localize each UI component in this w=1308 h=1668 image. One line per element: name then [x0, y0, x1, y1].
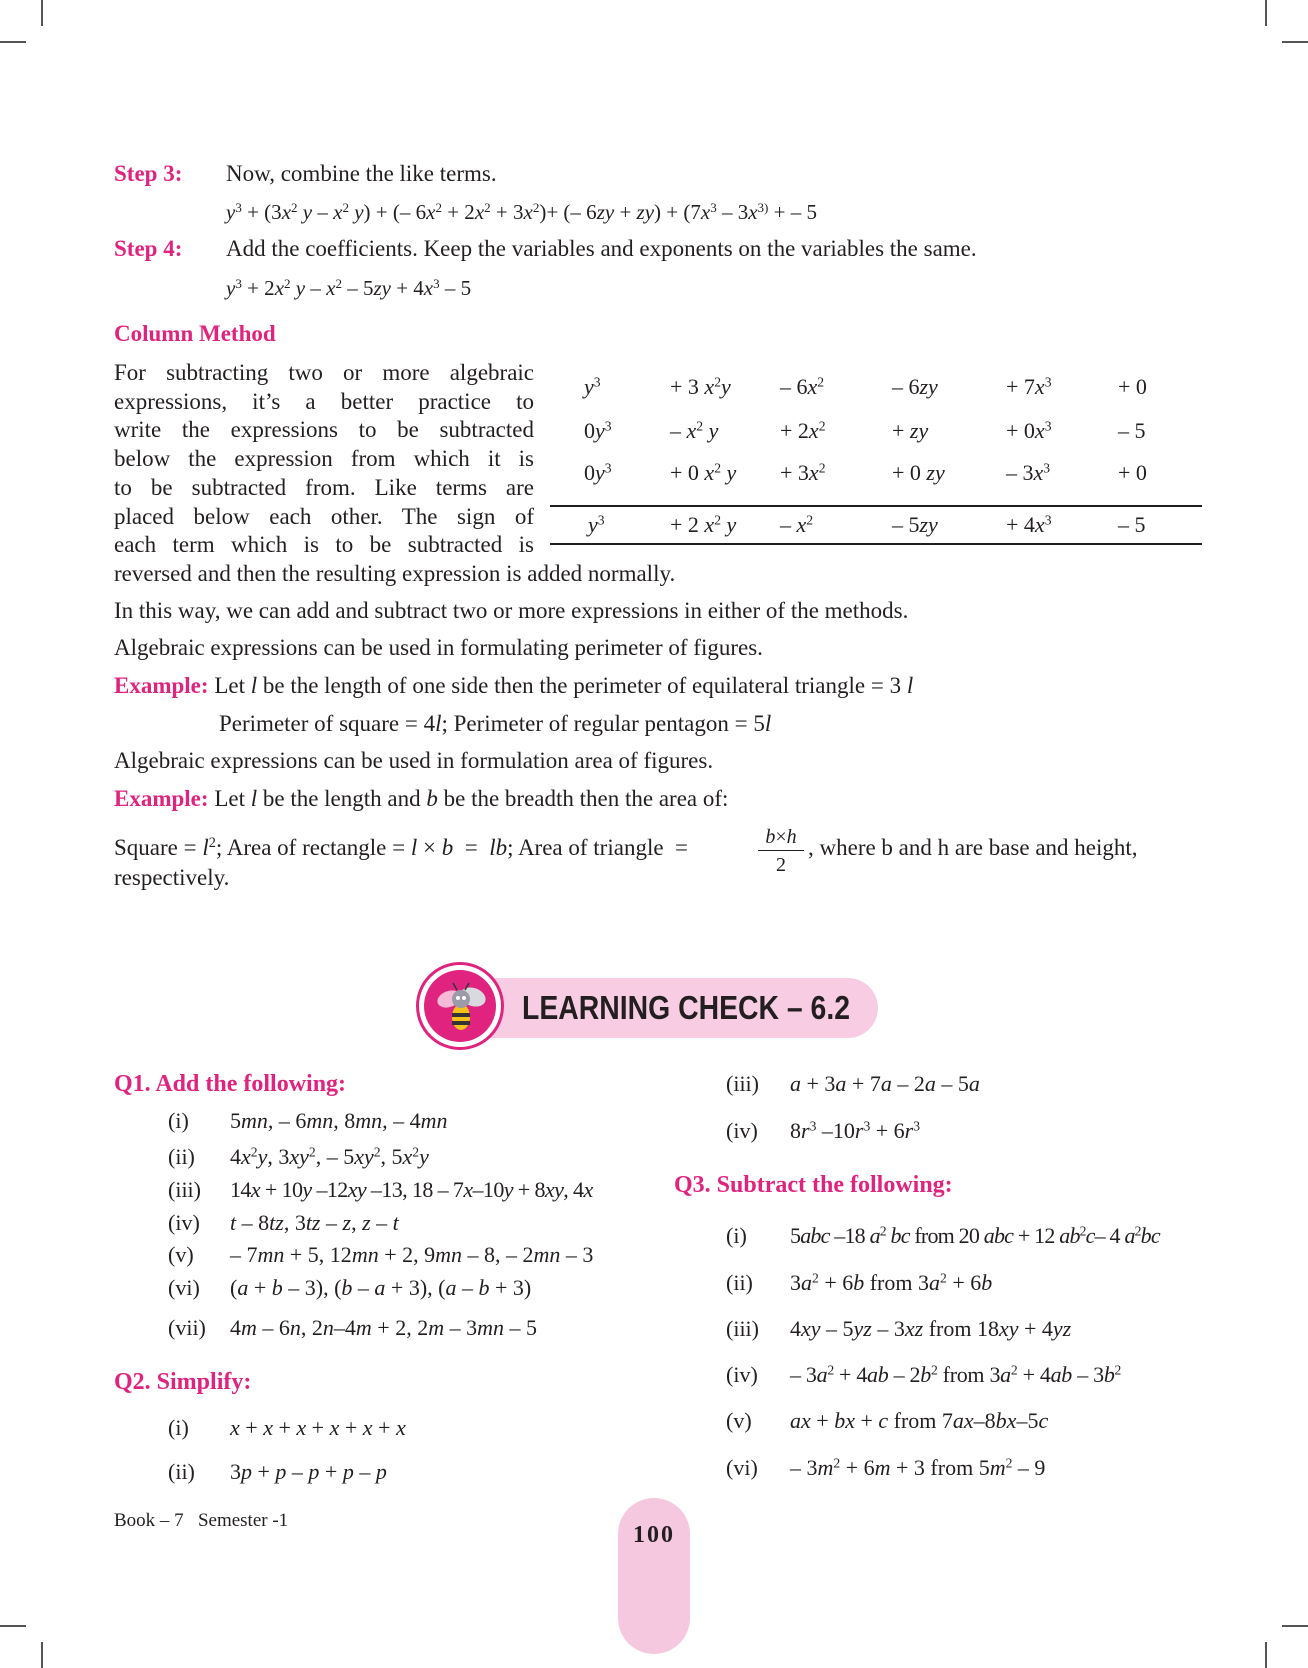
q3-item-1: 5abc –18 $a^2$ bc from 20 abc + 12 $ab^2c-$ 4 $a^2bc$ — [790, 1223, 1160, 1248]
para-line: For subtracting two or more algebraic — [114, 360, 534, 385]
item-number: (i) — [168, 1415, 189, 1440]
q3-list — [726, 1222, 1246, 1482]
example-1: Example: Let l be the length of one side then the perimeter of equilateral triangle = 3 l — [114, 673, 914, 698]
q2-item-3: a + 3a + 7a – 2a – 5a — [790, 1071, 980, 1096]
item-number: (i) — [726, 1223, 747, 1248]
q2-item-2: 3p + p – p + p – p — [230, 1459, 387, 1484]
q2-item-1: x + x + x + x + x + x — [230, 1415, 406, 1440]
q1-title: Q1. Add the following: — [114, 1071, 347, 1097]
step4-label: Step 4: — [114, 236, 183, 261]
example-label: Example: — [114, 786, 209, 811]
page-number: 100 — [633, 1522, 675, 1548]
step3-expression: $y^3 + (3x^2$ y – $x^2$ y) + (– $6x^2 + 2x^2 + 3x^2)+$ (– $6zy + zy) + (7x^3 - 3x^{3)}$ + – 5 — [226, 199, 817, 224]
q1-item-6: (a + b – 3), (b – a + 3), (a – b + 3) — [230, 1275, 532, 1300]
step3-text: Now, combine the like terms. — [226, 161, 497, 186]
column-row-3: $0y^3$ + 0 $x^2$ y + $3x^2$ + 0 zy – $3x^3$ + 0 — [584, 460, 1147, 485]
q2-list — [168, 1414, 608, 1490]
q3-item-2: $3a^2 + 6b$ from $3a^2 + 6b$ — [790, 1270, 993, 1295]
crop-mark — [41, 1642, 43, 1668]
q2-title: Q2. Simplify: — [114, 1369, 252, 1395]
item-number: (ii) — [168, 1459, 195, 1484]
para-line: to be subtracted from. Like terms are — [114, 474, 534, 500]
item-number: (vi) — [726, 1455, 758, 1480]
perimeter-line: Perimeter of square = 4l; Perimeter of regular pentagon = 5l — [219, 711, 772, 736]
example-label: Example: — [114, 673, 209, 698]
area-line-tail: , where b and h are base and height, — [808, 835, 1138, 860]
body-line-3: Algebraic expressions can be used in formulation area of figures. — [114, 748, 714, 773]
column-method-para-last: reversed and then the resulting expression is added normally. — [114, 561, 676, 586]
q1-item-7: 4m – 6n, 2n–4m + 2, 2m – 3mn – 5 — [230, 1315, 537, 1340]
q1-item-1: 5mn, – 6mn, 8mn, – 4mn — [230, 1108, 448, 1133]
item-number: (i) — [168, 1108, 189, 1133]
item-number: (v) — [726, 1408, 752, 1433]
q1-list-cont — [168, 1314, 668, 1344]
footer-book: Book – 7 Semester -1 — [114, 1510, 289, 1531]
crop-mark — [1265, 1642, 1267, 1668]
crop-mark — [1282, 1625, 1308, 1627]
column-row-1: $y^3$ + 3 $x^2y$ – $6x^2$ – 6zy + $7x^3$ + 0 — [584, 374, 1147, 399]
area-respectively: respectively. — [114, 865, 230, 890]
step3-label: Step 3: — [114, 161, 183, 186]
learning-check-title: LEARNING CHECK – 6.2 — [522, 989, 851, 1026]
item-number: (ii) — [726, 1270, 753, 1295]
body-line-2: Algebraic expressions can be used in formulating perimeter of figures. — [114, 635, 763, 660]
column-row-2: $0y^3$ – $x^2$ y + $2x^2$ + zy + $0x^3$ – 5 — [584, 418, 1146, 443]
q2-item-4: $8r^3$ $-10r^3 + 6r^3$ — [790, 1118, 921, 1143]
crop-mark — [0, 1625, 26, 1627]
triangle-area-fraction: b×h 2 — [758, 826, 804, 876]
bee-mascot-icon — [419, 965, 501, 1047]
q3-item-4: – $3a^2 + 4ab - 2b^2$ from $3a^2 + 4ab - 3b^2$ — [790, 1362, 1122, 1387]
para-line: write the expressions to be subtracted — [114, 417, 534, 443]
item-number: (iii) — [726, 1316, 759, 1341]
q3-item-3: 4xy – 5yz – 3xz from 18xy + 4yz — [790, 1316, 1072, 1341]
para-line: placed below each other. The sign of — [114, 503, 534, 529]
q3-title: Q3. Subtract the following: — [674, 1172, 953, 1198]
para-line: each term which is to be subtracted is — [114, 532, 534, 558]
column-sum-line-bottom — [550, 543, 1202, 545]
q1-item-2: $4x^2y$, $3xy^2$, – $5xy^2$, $5x^2y$ — [230, 1144, 429, 1169]
item-number: (ii) — [168, 1144, 195, 1169]
item-number: (vi) — [168, 1275, 200, 1300]
q1-item-3: 14x + 10y –12xy –13, 18 – 7x–10y + 8xy, 4x — [230, 1177, 593, 1202]
q1-item-5: – 7mn + 5, 12mn + 2, 9mn – 8, – 2mn – 3 — [230, 1242, 594, 1267]
q2-list-right — [726, 1070, 1226, 1150]
q1-list — [168, 1107, 668, 1307]
q3-item-5: ax + bx + c from 7ax–8bx–5c — [790, 1408, 1049, 1433]
item-number: (iii) — [726, 1071, 759, 1096]
q3-item-6: – $3m^2 + 6m + 3$ from $5m^2 - 9$ — [790, 1455, 1046, 1480]
para-line: expressions, it’s a better practice to — [114, 388, 534, 414]
item-number: (iv) — [726, 1362, 758, 1387]
column-method-heading: Column Method — [114, 321, 276, 346]
column-row-result: $y^3$ + 2 $x^2$ y – $x^2$ – 5zy + $4x^3$ – 5 — [588, 512, 1146, 537]
crop-mark — [1265, 0, 1267, 26]
item-number: (v) — [168, 1242, 194, 1267]
column-sum-line-top — [550, 505, 1202, 507]
area-line: Square = $l^2$; Area of rectangle = l × b = lb; Area of triangle = — [114, 835, 689, 860]
item-number: (iv) — [168, 1210, 200, 1235]
crop-mark — [41, 0, 43, 26]
para-line: below the expression from which it is — [114, 446, 534, 472]
crop-mark — [0, 41, 26, 43]
crop-mark — [1282, 41, 1308, 43]
step4-expression: $y^3 + 2x^2$ $y - x^2 - 5zy + 4x^3 - 5$ — [226, 275, 472, 300]
learning-check-badge — [416, 962, 504, 1050]
q1-item-4: t – 8tz, 3tz – z, z – t — [230, 1210, 399, 1235]
body-line-1: In this way, we can add and subtract two or more expressions in either of the methods. — [114, 598, 909, 623]
item-number: (vii) — [168, 1315, 206, 1340]
item-number: (iv) — [726, 1118, 758, 1143]
item-number: (iii) — [168, 1177, 201, 1202]
step4-text: Add the coefficients. Keep the variables and exponents on the variables the same. — [226, 236, 977, 261]
column-method-paragraph — [114, 359, 534, 560]
example-2: Example: Let l be the length and b be the breadth then the area of: — [114, 786, 729, 811]
